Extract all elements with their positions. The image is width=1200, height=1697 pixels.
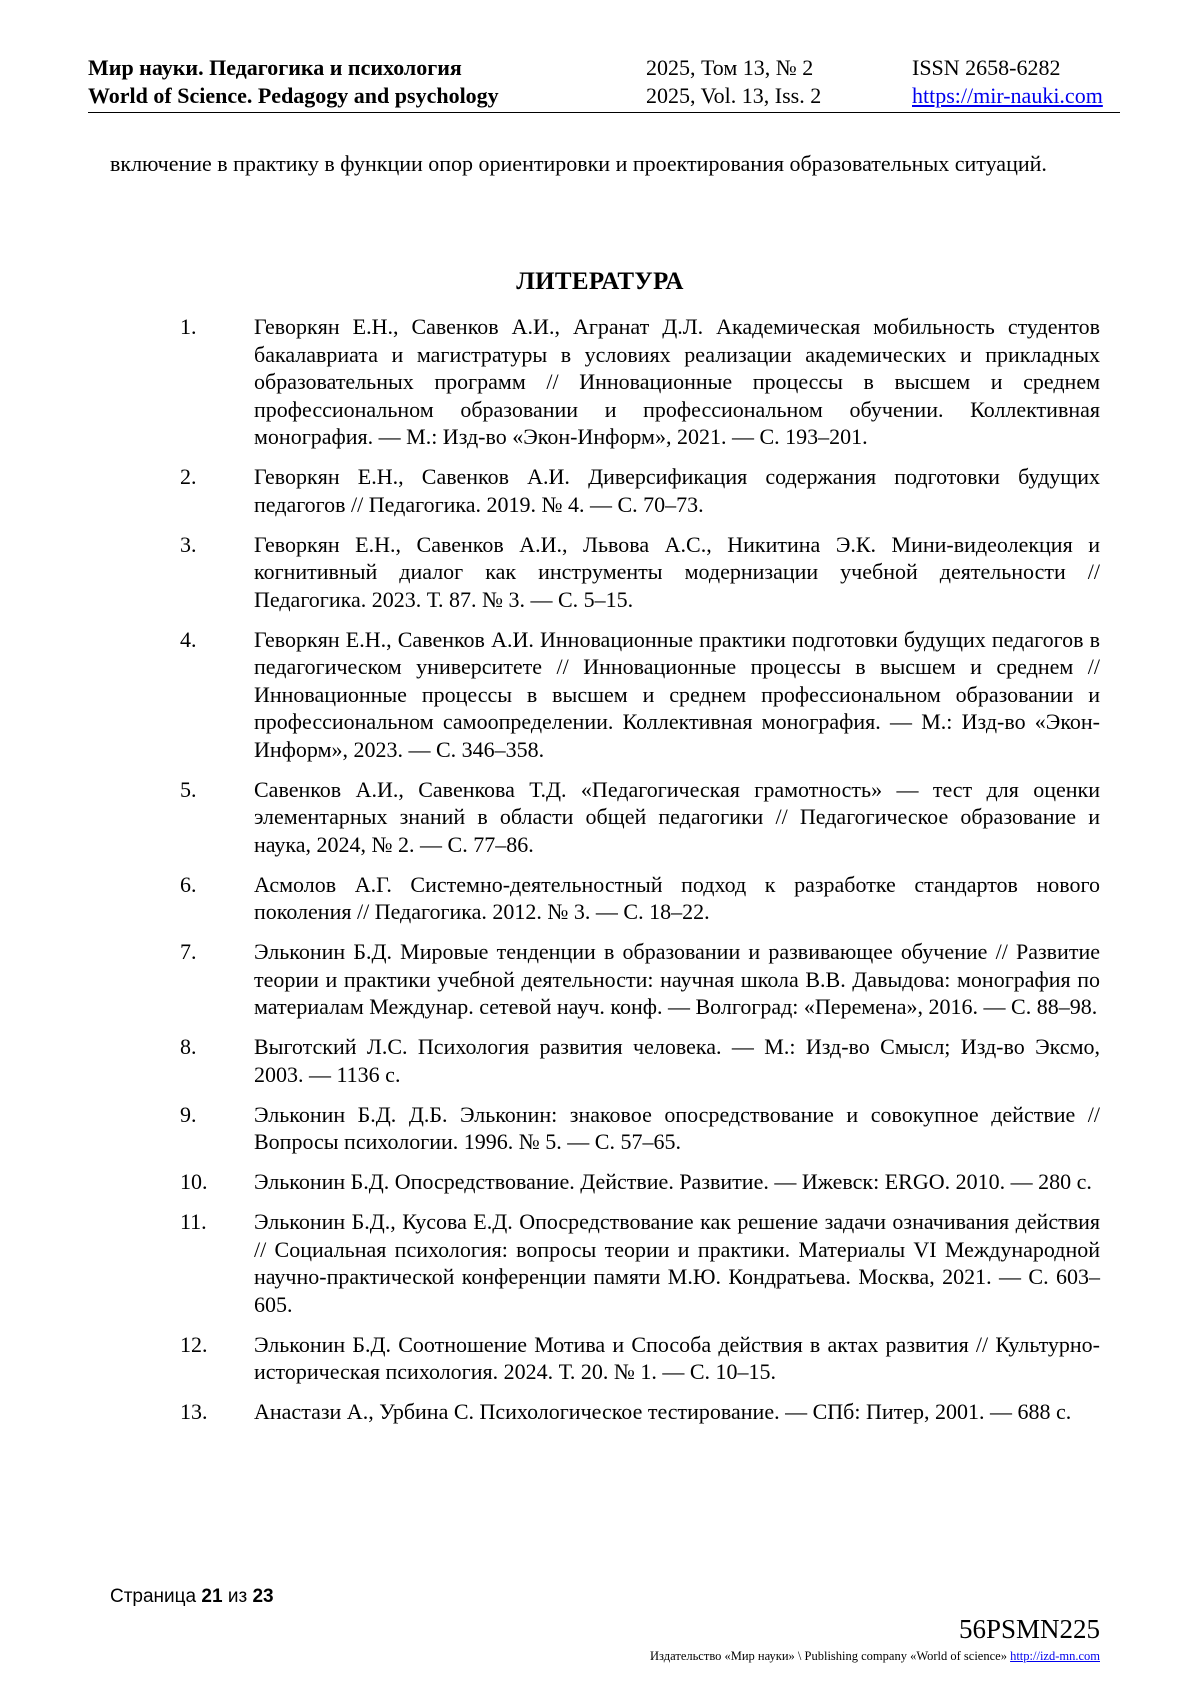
reference-text: Эльконин Б.Д. Опосредствование. Действие. Развитие. — Ижевск: ERGO. 2010. — 280 с.: [254, 1169, 1092, 1194]
reference-item: [180, 463, 1100, 518]
page-of: из: [227, 1586, 248, 1607]
reference-text: Эльконин Б.Д., Кусова Е.Д. Опосредствование как решение задачи означивания действия // Социальная психология: вопросы теории и практики. Материалы VI Международной научно-практической конференции памяти М.Ю. Кондратьева. Москва, 2021. — С. 603–605.: [254, 1209, 1100, 1317]
journal-title-en: World of Science. Pedagogy and psychology: [88, 83, 499, 108]
reference-number: 2.: [180, 464, 197, 489]
page-label: Страница: [110, 1586, 197, 1607]
issn-block: [912, 54, 1103, 110]
reference-item: [180, 1168, 1100, 1196]
reference-text: Эльконин Б.Д. Мировые тенденции в образовании и развивающее обучение // Развитие теории и практики учебной деятельности: научная школа В.В. Давыдова: монография по материалам Междунар. сетевой науч. конф. — Волгоград: «Перемена», 2016. — С. 88–98.: [254, 939, 1100, 1019]
references-list: [180, 313, 1100, 1438]
page-total: 23: [252, 1586, 274, 1607]
issue-info-block: [646, 54, 821, 110]
reference-text: Геворкян Е.Н., Савенков А.И. Диверсификация содержания подготовки будущих педагогов // Педагогика. 2019. № 4. — С. 70–73.: [254, 464, 1100, 517]
issn: ISSN 2658-6282: [912, 55, 1061, 80]
publisher-link[interactable]: http://izd-mn.com: [1010, 1649, 1100, 1663]
reference-text: Геворкян Е.Н., Савенков А.И. Инновационные практики подготовки будущих педагогов в педагогическом университете // Инновационные процессы в высшем и среднем // Инновационные процессы в высшем и среднем профессиональном образовании и профессиональном самоопределении. Коллективная монография. — М.: Изд-во «Экон-Информ», 2023. — С. 346–358.: [254, 626, 1100, 762]
volume-en: 2025, Vol. 13, Iss. 2: [646, 83, 822, 108]
reference-number: 7.: [180, 939, 197, 964]
reference-item: [180, 1101, 1100, 1156]
reference-item: [180, 938, 1100, 1021]
reference-number: 4.: [180, 626, 197, 652]
publisher-line: [650, 1649, 1100, 1664]
reference-text: Геворкян Е.Н., Савенков А.И., Львова А.С., Никитина Э.К. Мини-видеолекция и когнитивный диалог как инструменты модернизации учебной деятельности // Педагогика. 2023. Т. 87. № 3. — С. 5–15.: [254, 531, 1100, 612]
intro-paragraph: включение в практику в функции опор ориентировки и проектирования образовательных ситуаций.: [110, 151, 1047, 176]
journal-site-link[interactable]: https://mir-nauki.com: [912, 83, 1103, 108]
reference-number: 13.: [180, 1399, 208, 1424]
reference-number: 3.: [180, 531, 197, 557]
reference-text: Геворкян Е.Н., Савенков А.И., Агранат Д.Л. Академическая мобильность студентов бакалавриата и магистратуры в условиях реализации академических и прикладных образовательных программ // Инновационные процессы в высшем и среднем профессиональном образовании и профессиональном обучении. Коллективная монография. — М.: Изд-во «Экон-Информ», 2021. — С. 193–201.: [254, 314, 1100, 449]
reference-text: Выготский Л.С. Психология развития человека. — М.: Изд-во Смысл; Изд-во Эксмо, 2003. — 1136 с.: [254, 1034, 1100, 1087]
reference-text: Асмолов А.Г. Системно-деятельностный подход к разработке стандартов нового поколения // Педагогика. 2012. № 3. — С. 18–22.: [254, 871, 1100, 924]
reference-item: [180, 531, 1100, 614]
reference-number: 8.: [180, 1034, 197, 1059]
references-title: ЛИТЕРАТУРА: [516, 268, 684, 295]
journal-title-ru: Мир науки. Педагогика и психология: [88, 55, 462, 80]
reference-text: Эльконин Б.Д. Д.Б. Эльконин: знаковое опосредствование и совокупное действие // Вопросы психологии. 1996. № 5. — С. 57–65.: [254, 1101, 1100, 1154]
reference-number: 1.: [180, 314, 197, 339]
journal-header: [88, 54, 1120, 113]
reference-text: Эльконин Б.Д. Соотношение Мотива и Способа действия в актах развития // Культурно-историческая психология. 2024. Т. 20. № 1. — С. 10–15.: [254, 1331, 1100, 1384]
reference-item: [180, 1398, 1100, 1426]
article-code: 56PSMN225: [958, 1614, 1100, 1644]
reference-number: 10.: [180, 1169, 208, 1194]
reference-number: 11.: [180, 1209, 207, 1234]
reference-item: [180, 1331, 1100, 1386]
volume-ru: 2025, Том 13, № 2: [646, 55, 814, 80]
reference-text: Анастази А., Урбина С. Психологическое тестирование. — СПб: Питер, 2001. — 688 с.: [254, 1399, 1072, 1424]
reference-number: 12.: [180, 1331, 208, 1357]
reference-item: [180, 776, 1100, 859]
reference-item: [180, 871, 1100, 926]
reference-number: 6.: [180, 871, 197, 897]
reference-item: [180, 1208, 1100, 1318]
reference-text: Савенков А.И., Савенкова Т.Д. «Педагогическая грамотность» — тест для оценки элементарных знаний в области общей педагогики // Педагогическое образование и наука, 2024, № 2. — С. 77–86.: [254, 776, 1100, 857]
reference-number: 5.: [180, 776, 197, 802]
reference-item: [180, 1033, 1100, 1088]
page-counter: [110, 1586, 274, 1608]
reference-item: [180, 626, 1100, 764]
reference-item: [180, 313, 1100, 451]
journal-title-block: [88, 54, 499, 110]
reference-number: 9.: [180, 1101, 197, 1127]
publisher-text: Издательство «Мир науки» \ Publishing company «World of science»: [650, 1649, 1007, 1663]
page-current: 21: [201, 1586, 223, 1607]
